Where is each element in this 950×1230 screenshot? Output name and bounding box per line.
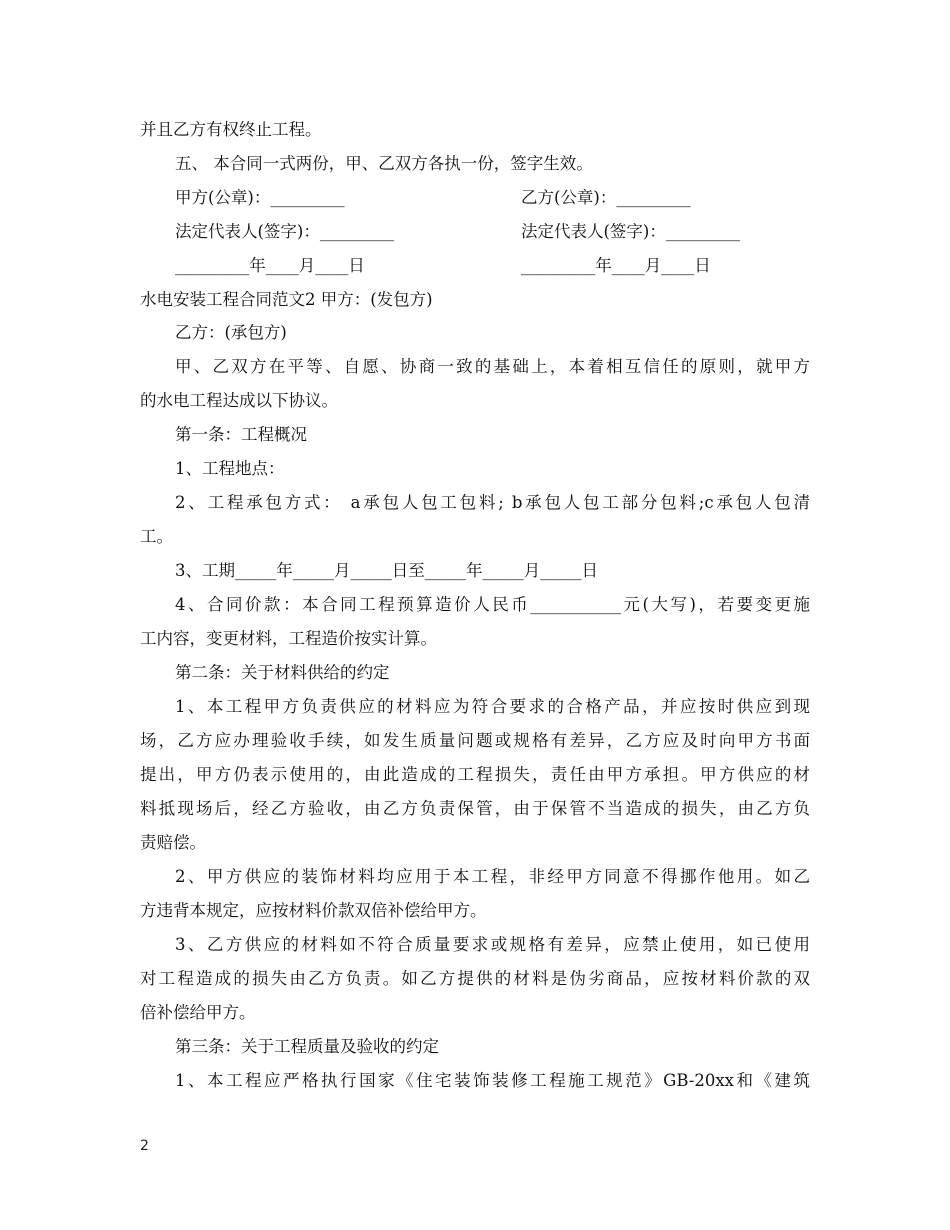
- paragraph-line: 1、本工程应严格执行国家《住宅装饰装修工程施工规范》GB-20xx和《建筑: [175, 1071, 810, 1090]
- paragraph-line: 工内容，变更材料，工程造价按实计算。: [140, 629, 437, 648]
- paragraph-line: 料抵现场后，经乙方验收，由乙方负责保管，由于保管不当造成的损失，由乙方负: [140, 799, 810, 818]
- paragraph-line: 3、工期_____年_____月_____日至_____年_____月_____日: [175, 561, 598, 580]
- section-title: 水电安装工程合同范文2 甲方：(发包方): [140, 290, 433, 309]
- paragraph-line: 3、乙方供应的材料如不符合质量要求或规格有差异，应禁止使用，如已使用: [175, 935, 810, 954]
- paragraph-line: 对工程造成的损失由乙方负责。如乙方提供的材料是伪劣商品，应按材料价款的双: [140, 969, 810, 988]
- paragraph-line: 1、本工程甲方负责供应的材料应为符合要求的合格产品，并应按时供应到现: [175, 697, 810, 716]
- party-a-date: _________年____月____日: [175, 256, 365, 275]
- paragraph-line: 提出，甲方仍表示使用的，由此造成的工程损失，责任由甲方承担。甲方供应的材: [140, 765, 810, 784]
- paragraph-line: 4、合同价款：本合同工程预算造价人民币___________元(大写)，若要变更施: [175, 595, 810, 614]
- party-b-representative: 法定代表人(签字)：_________: [521, 222, 741, 241]
- paragraph-line: 乙方：(承包方): [175, 323, 287, 342]
- paragraph-line: 工。: [140, 527, 173, 546]
- paragraph-line: 五、 本合同一式两份，甲、乙双方各执一份，签字生效。: [175, 154, 593, 173]
- party-b-date: _________年____月____日: [521, 256, 711, 275]
- paragraph-line: 的水电工程达成以下协议。: [140, 391, 338, 410]
- article-heading: 第三条：关于工程质量及验收的约定: [175, 1037, 439, 1056]
- page-number: 2: [140, 1138, 149, 1154]
- paragraph-line: 责赔偿。: [140, 833, 206, 852]
- paragraph-line: 2、甲方供应的装饰材料均应用于本工程，非经甲方同意不得挪作他用。如乙: [175, 867, 810, 886]
- paragraph-line: 倍补偿给甲方。: [140, 1003, 256, 1022]
- paragraph-line: 1、工程地点：: [175, 459, 285, 478]
- paragraph-line: 并且乙方有权终止工程。: [140, 120, 322, 139]
- article-heading: 第二条：关于材料供给的约定: [175, 663, 390, 682]
- paragraph-line: 2、工程承包方式： a承包人包工包料; b承包人包工部分包料;c承包人包清: [175, 493, 810, 512]
- paragraph-line: 场，乙方应办理验收手续，如发生质量问题或规格有差异，乙方应及时向甲方书面: [140, 731, 810, 750]
- party-b-seal: 乙方(公章)：_________: [521, 188, 691, 207]
- party-a-seal: 甲方(公章)：_________: [175, 188, 345, 207]
- article-heading: 第一条：工程概况: [175, 425, 307, 444]
- paragraph-line: 方违背本规定，应按材料价款双倍补偿给甲方。: [140, 901, 487, 920]
- paragraph-line: 甲、乙双方在平等、自愿、协商一致的基础上，本着相互信任的原则，就甲方: [175, 357, 810, 376]
- party-a-representative: 法定代表人(签字)：_________: [175, 222, 395, 241]
